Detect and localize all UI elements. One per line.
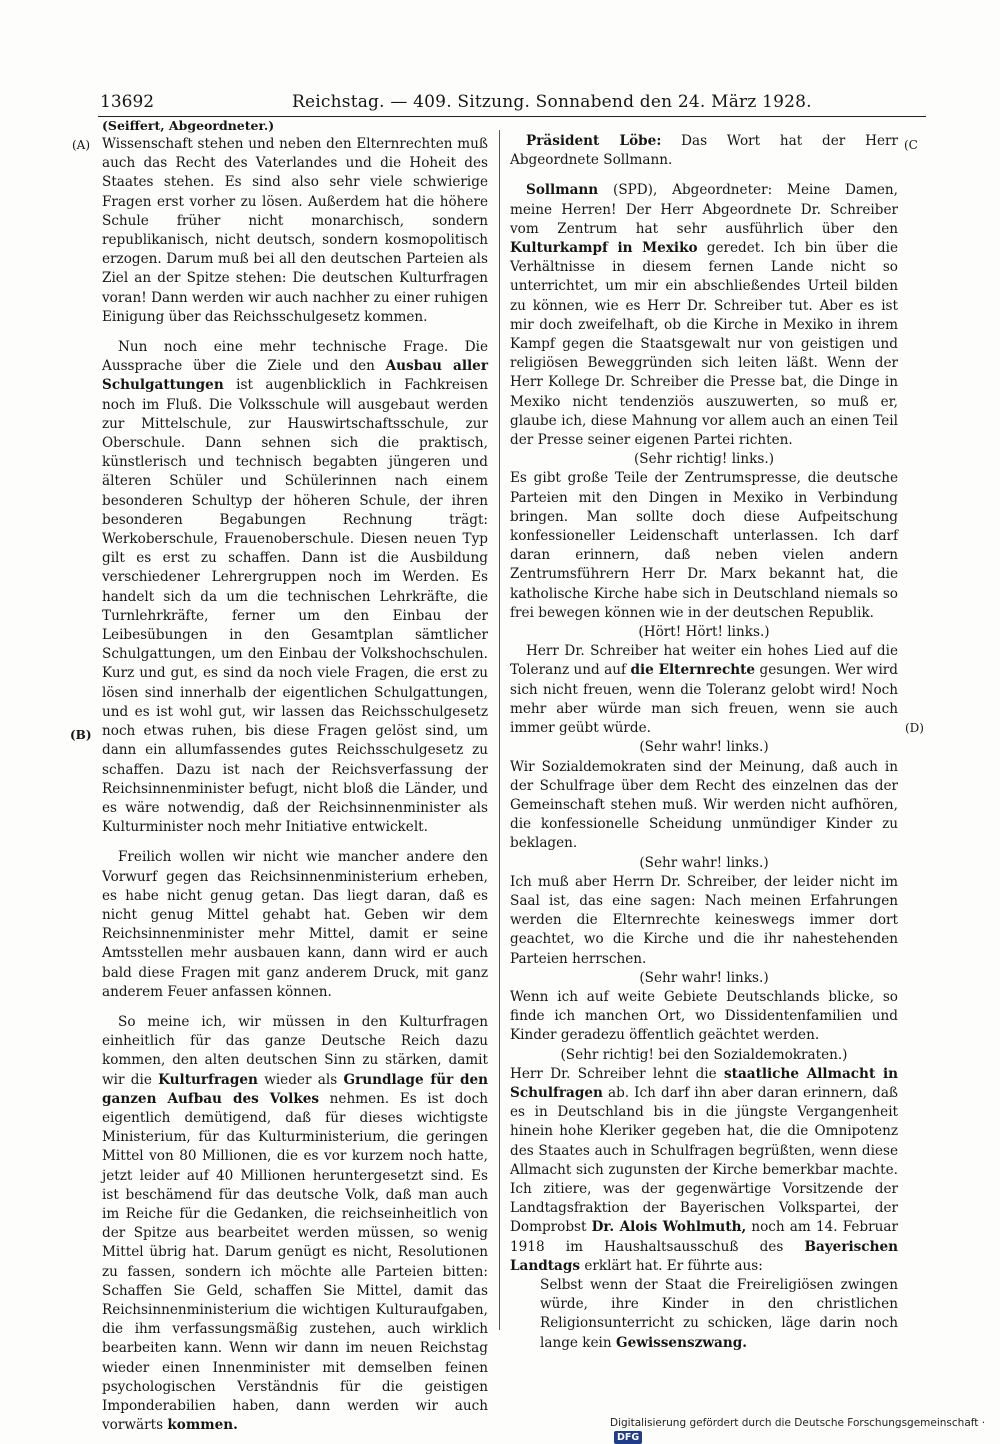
paragraph-2: Nun noch eine mehr technische Frage. Die Aussprache über die Ziele und den Ausbau aller Schulgattungen ist augenblicklich in Fachkreisen noch im Fluß. Die Volksschule will ausgebaut werden zur Mittelschule, zur Hauswirtschaftsschule, zur Oberschule. Dann sehnen sich die praktisch, künstlerisch und technisch begabten jüngeren und älteren Schüler und Schülerinnen nach einem besonderen Schultyp der höheren Schule, der ihren besonderen Begabungen Rechnung trägt: Werkoberschule, Frauenoberschule. Diesen neuen Typ gilt es erst zu schaffen. Dann ist die Ausbildung verschiedener Lehrergruppen noch im Werden. Es handelt sich da um die technischen Lehrkräfte, die Turnlehrkräfte, ferner um den Einbau der Leibesübungen in den Gesamtplan sämtlicher Schulgattungen, um den Einbau der Volkshochschulen. Kurz und gut, es sind da noch viele Fragen, die erst zu lösen sind innerhalb der eigentlichen Schulgattungen, und es ist wohl gut, wir lassen das Reichsschulgesetz noch etwas ruhen, bis diese Fragen gelöst sind, um dann ein allumfassendes gutes Reichsschulgesetz zu schaffen. Dazu ist nach der Reichsverfassung der Reichsinnenminister befugt, nicht bloß die Länder, und es wäre notwendig, daß der Reichsinnenminister als Kulturminister noch mehr Initiative entwickelt. bbox=[102, 339, 488, 836]
margin-mark-c: (C bbox=[904, 138, 918, 152]
paragraph-gebiete: Wenn ich auf weite Gebiete Deutschlands blicke, so finde ich manchen Ort, wo Dissidentenfamilien und Kinder geradezu öffentlich geächtet werden. bbox=[510, 988, 898, 1044]
margin-mark-a: (A) bbox=[72, 138, 91, 152]
margin-mark-d: (D) bbox=[905, 721, 924, 735]
interjection: (Sehr wahr! links.) bbox=[639, 969, 769, 986]
interjection: (Sehr richtig! links.) bbox=[633, 451, 775, 468]
margin-mark-b: (B) bbox=[70, 728, 92, 742]
footer-credit bbox=[610, 1416, 1000, 1444]
interjection: (Sehr wahr! links.) bbox=[639, 739, 769, 756]
president-statement: Präsident Löbe: Das Wort hat der Herr Abgeordnete Sollmann. bbox=[510, 133, 898, 169]
paragraph-3: Freilich wollen wir nicht wie mancher andere den Vorwurf gegen das Reichsinnenministerium erheben, es habe nicht genug getan. Das liegt daran, daß es nicht genug Mittel gehabt hat. Geben wir dem Reichsinnenminister mehr Mittel, damit er seine Amtsstellen mehr ausbauen kann, dann wird er auch bald diese Fragen mit ganz anderem Druck, mit ganz anderem Feuer anfassen können. bbox=[102, 849, 488, 1000]
column-divider bbox=[499, 130, 500, 1330]
paragraph-zentrum: Es gibt große Teile der Zentrumspresse, die deutsche Parteien mit den Dingen in Mexiko in Verbindung bringen. Man sollte doch diese Aufpeitschung konfessioneller Leidenschaft unterlassen. Ich darf daran erinnern, daß neben vielen andern Zentrumsführern Herr Dr. Marx bekannt hat, die katholische Kirche habe sich in Deutschland niemals so frei bewegen können wie in der deutschen Republik. bbox=[510, 470, 898, 621]
interjection: (Hört! Hört! links.) bbox=[638, 624, 770, 641]
page-number: 13692 bbox=[100, 92, 155, 112]
paragraph-toleranz: Herr Dr. Schreiber hat weiter ein hohes Lied auf die Toleranz und auf die Elternrechte gesungen. Wer wird sich nicht freuen, wenn die Toleranz gelobt wird! Noch mehr aber würde man sich freuen, wenn sie auch immer geübt würde. bbox=[510, 643, 898, 737]
footer-text: Digitalisierung gefördert durch die Deutsche Forschungsgemeinschaft · bbox=[610, 1417, 986, 1429]
block-quote: Selbst wenn der Staat die Freireligiösen zwingen würde, ihre Kinder in den christlichen Religionsunterricht zu schicken, läge darin noch lange kein Gewissenszwang. bbox=[540, 1276, 898, 1351]
paragraph-1: Wissenschaft stehen und neben den Elternrechten muß auch das Recht des Vaterlandes und die Hoheit des Staates stehen. Es sind also sehr viele schwierige Fragen erst vorher zu lösen. Außerdem hat die höhere Schule früher nicht monarchisch, sondern republikanisch, nicht deutsch, sondern kosmopolitisch erzogen. Darum muß bei all den deutschen Parteien als Ziel an der Spitze stehen: Die deutschen Kulturfragen voran! Dann werden wir auch nachher zu einer ruhigen Einigung über das Reichsschulgesetz kommen. bbox=[102, 136, 488, 325]
paragraph-allmacht: Herr Dr. Schreiber lehnt die staatliche Allmacht in Schulfragen ab. Ich darf ihn aber daran erinnern, daß es in Deutschland bis in die jüngste Vergangenheit hinein hohe Kleriker gegeben hat, die die Omnipotenz des Staates auch in Schulfragen begrüßten, wenn diese Allmacht sich zugunsten der Kirche bemerkbar machte. Ich zitiere, was der gegenwärtige Vorsitzende der Landtagsfraktion der Bayerischen Volkspartei, der Domprobst Dr. Alois Wohlmuth, noch am 14. Februar 1918 im Haushaltsausschuß des Bayerischen Landtags erklärt hat. Er führte aus: bbox=[510, 1065, 898, 1274]
dfg-logo-icon: DFG bbox=[614, 1431, 642, 1444]
interjection: (Sehr richtig! bei den Sozialdemokraten.) bbox=[560, 1046, 848, 1063]
paragraph-saal: Ich muß aber Herrn Dr. Schreiber, der leider nicht im Saal ist, das eine sagen: Nach meinen Erfahrungen werden die Elternrechte keineswegs immer dort geachtet, wo die Kirche und die ihr nahestehenden Parteien herrschen. bbox=[510, 873, 898, 967]
speaker-heading: (Seiffert, Abgeordneter.) bbox=[102, 118, 275, 133]
interjection: (Sehr wahr! links.) bbox=[639, 854, 769, 871]
sollmann-speech: Sollmann (SPD), Abgeordneter: Meine Damen, meine Herren! Der Herr Abgeordnete Dr. Schreiber vom Zentrum hat sehr ausführlich über den Kulturkampf in Mexiko geredet. Ich bin über die Verhältnisse in diesem fernen Lande nicht so unterrichtet, um mir ein abschließendes Urteil bilden zu können, wie es Herr Dr. Schreiber tut. Aber es ist mir doch zweifelhaft, ob die Kirche in Mexiko in ihrem Kampf gegen die Staatsgewalt nur von geistigen und religiösen Beweggründen sich leiten läßt. Wenn der Herr Kollege Dr. Schreiber die Presse bat, die Dinge in Mexiko nicht tendenziös auszuwerten, so muß er, glaube ich, diese Mahnung vor allem auch an einen Teil der Presse seiner eigenen Partei richten. bbox=[510, 182, 898, 449]
page-header bbox=[100, 90, 926, 114]
paragraph-sozialdemokraten: Wir Sozialdemokraten sind der Meinung, daß auch in der Schulfrage über dem Recht des einzelnen das der Gemeinschaft stehen muß. Wir werden nicht aufhören, die konfessionelle Scheidung unmündiger Kinder zu beklagen. bbox=[510, 758, 898, 852]
running-title: Reichstag. — 409. Sitzung. Sonnabend den 24. März 1928. bbox=[292, 92, 812, 112]
right-column bbox=[510, 132, 898, 1353]
paragraph-4: So meine ich, wir müssen in den Kulturfragen einheitlich für das ganze Deutsche Reich dazu kommen, den alten deutschen Sinn zu stärken, damit wir die Kulturfragen wieder als Grundlage für den ganzen Aufbau des Volkes nehmen. Es ist doch eigentlich demütigend, daß für dieses wichtigste Ministerium, für das Kulturministerium, die geringen Mittel von 80 Millionen, die es vor kurzem noch hatte, jetzt leider auf 40 Millionen heruntergesetzt sind. Es ist beschämend für das deutsche Volk, daß man auch im Reiche für die Gedanken, die reichseinheitlich von der Spitze aus bearbeitet werden müssen, so wenig Mittel übrig hat. Darum genügt es nicht, Resolutionen zu fassen, sondern ich möchte alle Parteien bitten: Schaffen Sie Geld, schaffen Sie Mittel, damit das Reichsinnenministerium die wichtigen Kulturaufgaben, die ihm verfassungsmäßig zustehen, auch wirklich bearbeiten kann. Wenn wir dann im neuen Reichstag wieder einen Innenminister mit demselben feinen psychologischen Verständnis für die geistigen Imponderabilien haben, dann werden wir auch vorwärts kommen. bbox=[102, 1013, 488, 1434]
left-column bbox=[102, 116, 488, 1435]
